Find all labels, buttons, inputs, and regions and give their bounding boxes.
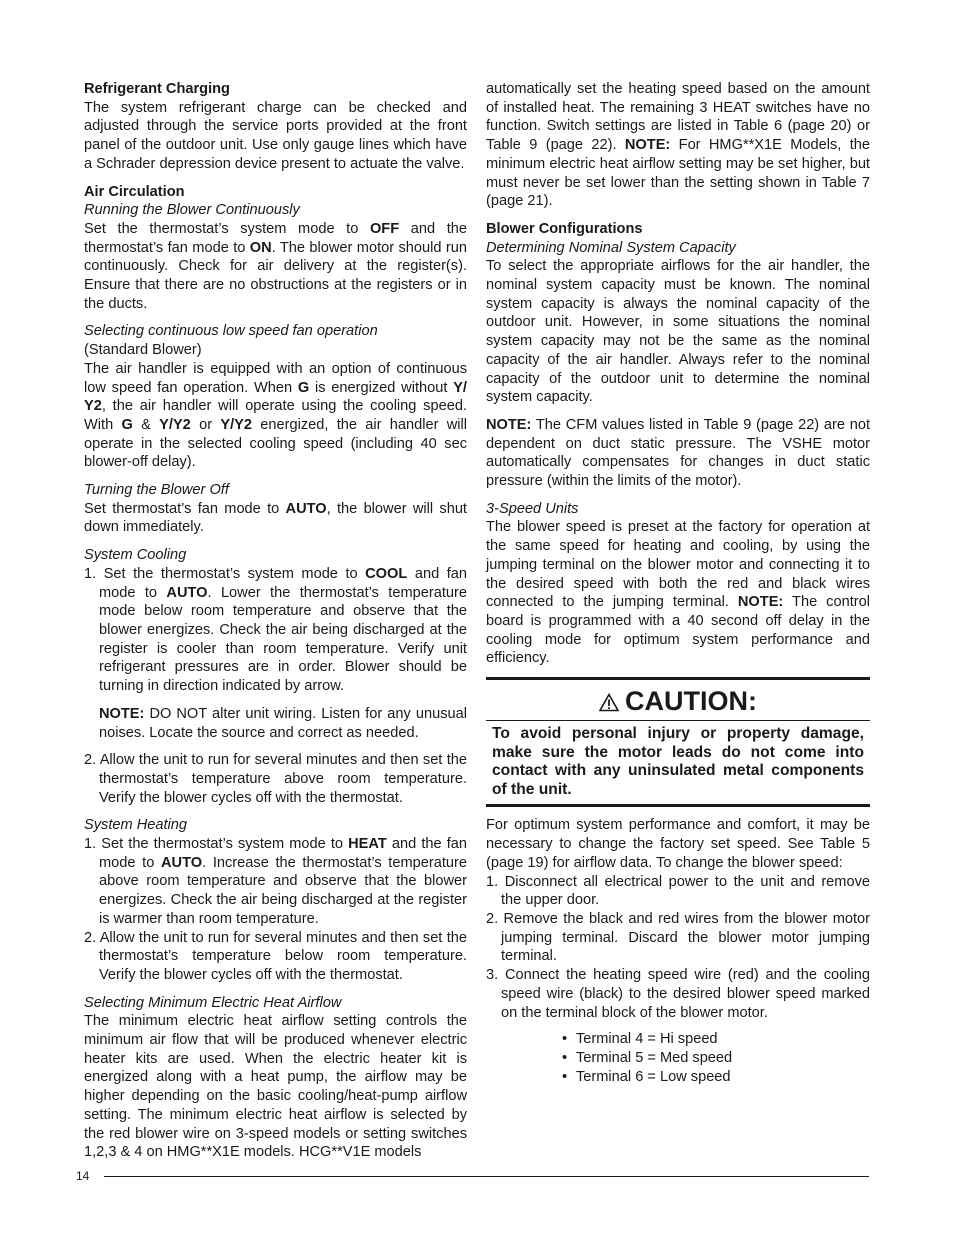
min-heat-text: The minimum electric heat airflow setting controls the minimum air flow that will be produced whenever electric heater kits are used. When the electric heater kit is energized along with a heat pump, the airflow may be higher depending on the basic cooling/heat-pump airflow setting. The minimum electric heat airflow is selected by the red blower wire on 3-speed models or setting switches 1,2,3 & 4 on HMG**X1E models. HCG**V1E models: [84, 1013, 467, 1161]
left-column: [84, 80, 467, 1162]
optimum-performance-text: For optimum system performance and comfort, it may be necessary to change the factory set speed. See Table 5 (page 19) for airflow data. To change the blower speed:: [486, 817, 870, 871]
warning-triangle-icon: [599, 693, 619, 712]
heating-step-2: 2. Allow the unit to run for several minutes and then set the thermostat’s temperature below room temperature. Verify the blower cycles off with the thermostat.: [84, 929, 467, 983]
blower-off-text: Set thermostat’s fan mode to AUTO, the blower will shut down immediately.: [84, 500, 467, 536]
blower-speed-step-3: 3. Connect the heating speed wire (red) and the cooling speed wire (black) to the desired blower speed marked on the terminal block of the blower motor.: [486, 967, 870, 1021]
refrigerant-text: The system refrigerant charge can be checked and adjusted through the service ports provided at the front panel of the outdoor unit. Use only gauge lines which have a Schrader depression device present to actuate the valve.: [84, 99, 467, 172]
list-item: • Terminal 6 = Low speed: [562, 1068, 731, 1085]
right-column: [486, 80, 870, 1086]
cooling-step-2: 2. Allow the unit to run for several minutes and then set the thermostat’s temperature above room temperature. Verify the blower cycles off with the thermostat.: [84, 752, 467, 806]
list-item: • Terminal 5 = Med speed: [562, 1049, 733, 1066]
caution-box: [486, 677, 870, 807]
three-speed-text: The blower speed is preset at the factory for operation at the same speed for heating and cooling, by using the jumping terminal on the blower motor and connecting it to the desired speed with both the red and black wires connected to the jumping terminal. NOTE: The control board is programmed with a 40 second off delay in the cooling mode for optimum system performance and efficiency.: [486, 519, 870, 667]
caution-text: To avoid personal injury or property damage, make sure the motor leads do not come into contact with any uninsulated metal components of the unit.: [486, 721, 870, 807]
system-cooling-subheading: System Cooling: [84, 547, 187, 564]
system-heating-subheading: System Heating: [84, 817, 188, 834]
min-heat-subheading: Selecting Minimum Electric Heat Airflow: [84, 994, 342, 1011]
cooling-note: NOTE: DO NOT alter unit wiring. Listen for any unusual noises. Locate the source and correct as needed.: [99, 705, 467, 741]
low-speed-subheading: Selecting continuous low speed fan operation: [84, 323, 378, 340]
nominal-capacity-subheading: Determining Nominal System Capacity: [486, 239, 736, 256]
standard-blower-label: (Standard Blower): [84, 342, 202, 359]
cooling-step-1: 1. Set the thermostat’s system mode to COOL and fan mode to AUTO. Lower the thermostat’s temperature mode below room temperature and observe that the blower energizes. Check the air being discharged at the register is cooler than room temperature. Verify unit refrigerant pressures are in order. Blower should be turning in direction indicated by arrow.: [84, 565, 467, 695]
nominal-capacity-text: To select the appropriate airflows for the air handler, the nominal system capacity must be known. The nominal system capacity is always the nominal capacity of the outdoor unit. However, in some situations the nominal system capacity may not be the same as the nominal capacity of the air handler. Always refer to the nominal capacity of the outdoor unit to determine the nominal system capacity.: [486, 258, 870, 406]
caution-title: CAUTION:: [486, 680, 870, 721]
blower-off-subheading: Turning the Blower Off: [84, 482, 229, 499]
terminal-list: [486, 1030, 870, 1086]
three-speed-subheading: 3-Speed Units: [486, 500, 579, 517]
blower-configurations-heading: Blower Configurations: [486, 220, 643, 237]
list-item: • Terminal 4 = Hi speed: [562, 1031, 718, 1048]
blower-speed-step-2: 2. Remove the black and red wires from the blower motor jumping terminal. Discard the blower motor jumping terminal.: [486, 910, 870, 965]
cfm-note: NOTE: The CFM values listed in Table 9 (page 22) are not dependent on duct static pressure. The VSHE motor automatically compensates for changes in duct static pressure (within the limits of the motor).: [486, 416, 870, 490]
min-heat-continued-text: automatically set the heating speed based on the amount of installed heat. The remaining 3 HEAT switches have no function. Switch settings are listed in Table 6 (page 20) or Table 9 (page 22). NOTE: For HMG**X1E Models, the minimum electric heat airflow setting may be set higher, but must never be set lower than the setting shown in Table 7 (page 21).: [486, 81, 870, 210]
refrigerant-heading: Refrigerant Charging: [84, 81, 230, 97]
air-circulation-heading: Air Circulation: [84, 183, 185, 200]
footer-rule: [104, 1176, 869, 1177]
blower-speed-step-1: 1. Disconnect all electrical power to the unit and remove the upper door.: [486, 873, 870, 909]
low-speed-text: The air handler is equipped with an option of continuous low speed fan operation. When G is energized without Y/ Y2, the air handler will operate using the cooling speed. With G & Y/Y2 or Y/Y2 energized, the air handler will operate in the selected cooling speed (including 40 sec blower-off delay).: [84, 360, 468, 471]
running-blower-text: Set the thermostat’s system mode to OFF and the thermostat’s fan mode to ON. The blower motor should run continuously. Check for air delivery at the register(s). Ensure that there are no obstructions at the registers or in the ducts.: [84, 220, 467, 312]
heating-step-1: 1. Set the thermostat’s system mode to HEAT and the fan mode to AUTO. Increase the thermostat’s temperature above room temperature and observe that the blower energizes. Check the air being discharged at the register is warmer than room temperature.: [84, 836, 468, 927]
page-number: 14: [76, 1169, 90, 1183]
running-blower-subheading: Running the Blower Continuously: [84, 202, 300, 219]
